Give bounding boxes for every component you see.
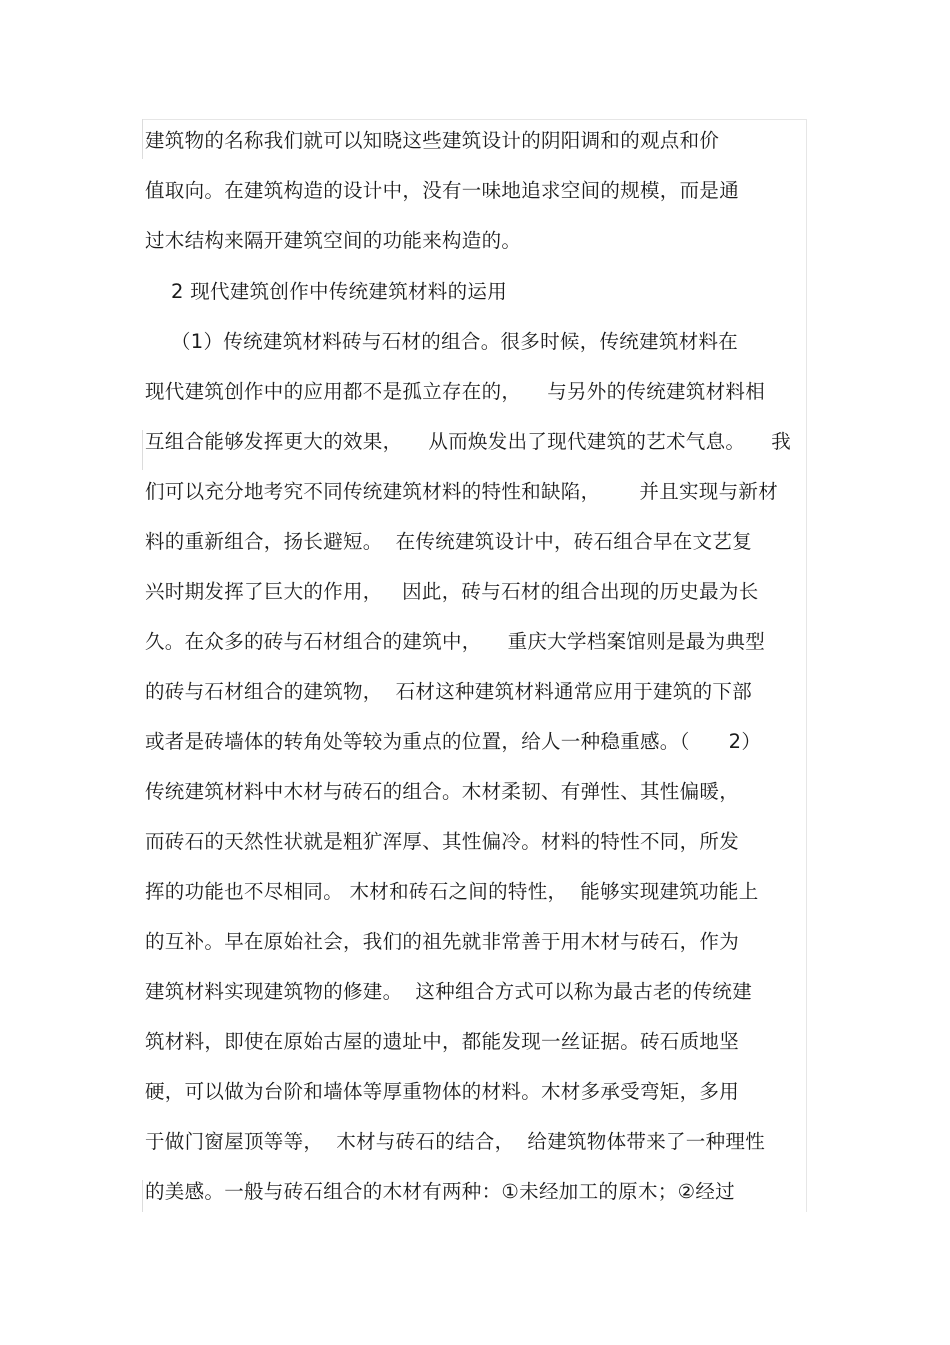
text-line: 于做门窗屋顶等等， 木材与砖石的结合， 给建筑物体带来了一种理性 [145, 1130, 765, 1153]
text-line: 传统建筑材料中木材与砖石的组合。木材柔韧、有弹性、其性偏暖， [145, 780, 740, 803]
frame-left-edge [142, 1180, 143, 1212]
text-line: 硬，可以做为台阶和墙体等厚重物体的材料。木材多承受弯矩，多用 [145, 1080, 740, 1103]
frame-left-edge [142, 430, 143, 470]
text-line: 的美感。一般与砖石组合的木材有两种：①未经加工的原木；②经过 [145, 1180, 735, 1203]
text-line: 互组合能够发挥更大的效果， 从而焕发出了现代建筑的艺术气息。 我 [145, 430, 791, 453]
text-line: 久。在众多的砖与石材组合的建筑中， 重庆大学档案馆则是最为典型 [145, 630, 765, 653]
text-line: 兴时期发挥了巨大的作用， 因此，砖与石材的组合出现的历史最为长 [145, 580, 759, 603]
text-line: 建筑物的名称我们就可以知晓这些建筑设计的阴阳调和的观点和价 [145, 129, 720, 152]
text-line: （1）传统建筑材料砖与石材的组合。很多时候，传统建筑材料在 [145, 330, 739, 353]
text-line: 筑材料，即使在原始古屋的遗址中，都能发现一丝证据。砖石质地坚 [145, 1030, 740, 1053]
text-line: 挥的功能也不尽相同。 木材和砖石之间的特性， 能够实现建筑功能上 [145, 880, 759, 903]
text-line: 值取向。在建筑构造的设计中，没有一味地追求空间的规模，而是通 [145, 179, 740, 202]
text-line: 建筑材料实现建筑物的修建。 这种组合方式可以称为最古老的传统建 [145, 980, 752, 1003]
section-heading: 2 现代建筑创作中传统建筑材料的运用 [145, 280, 507, 303]
text-line: 过木结构来隔开建筑空间的功能来构造的。 [145, 229, 522, 252]
text-line: 而砖石的天然性状就是粗犷浑厚、其性偏冷。材料的特性不同，所发 [145, 830, 740, 853]
frame-left-edge [142, 119, 143, 159]
text-line: 的互补。早在原始社会，我们的祖先就非常善于用木材与砖石，作为 [145, 930, 740, 953]
text-line: 现代建筑创作中的应用都不是孤立存在的， 与另外的传统建筑材料相 [145, 380, 765, 403]
text-line: 料的重新组合，扬长避短。 在传统建筑设计中，砖石组合早在文艺复 [145, 530, 752, 553]
text-line: 或者是砖墙体的转角处等较为重点的位置，给人一种稳重感。（ 2） [145, 730, 762, 753]
text-line: 们可以充分地考究不同传统建筑材料的特性和缺陷， 并且实现与新材 [145, 480, 778, 503]
text-line: 的砖与石材组合的建筑物， 石材这种建筑材料通常应用于建筑的下部 [145, 680, 752, 703]
